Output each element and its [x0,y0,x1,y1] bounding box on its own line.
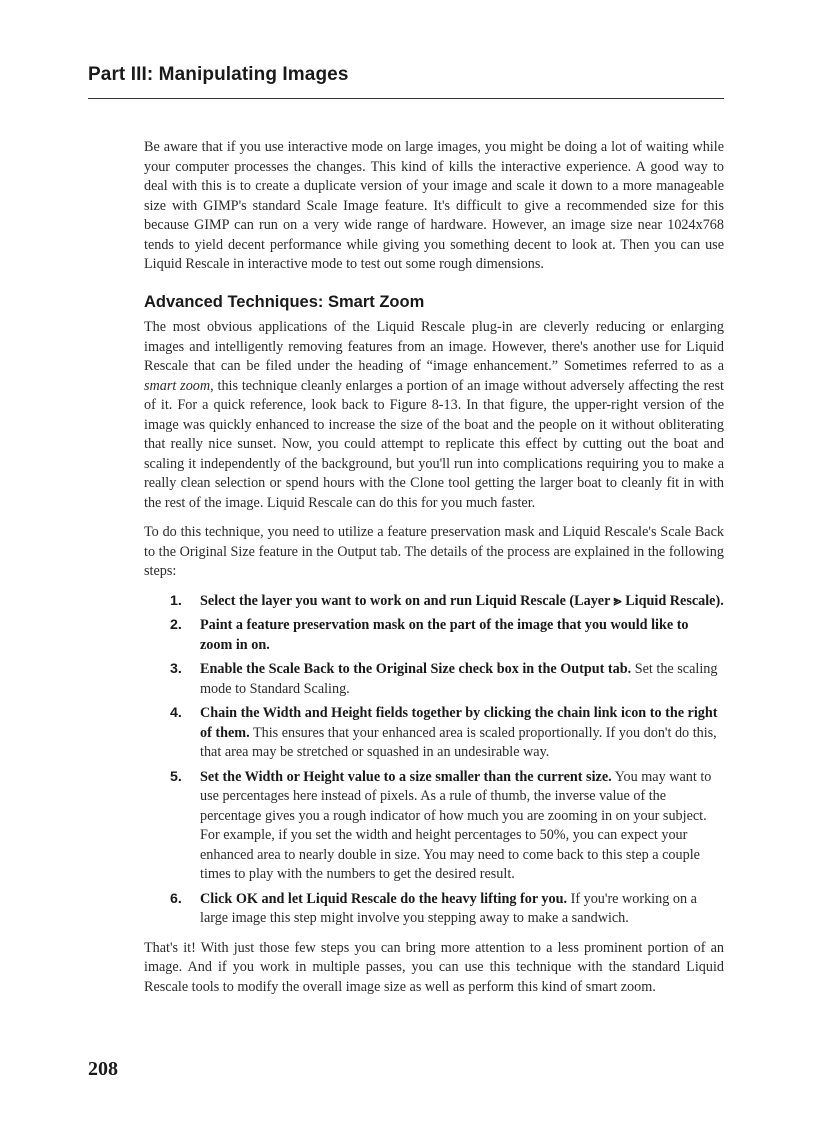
step-number: 2. [170,617,182,633]
step-body: Set the scaling mode to Standard Scaling. [200,661,718,697]
list-item [144,704,724,763]
list-item [144,592,724,612]
section-heading: Advanced Techniques: Smart Zoom [144,292,425,311]
list-item [144,890,724,929]
page-number: 208 [88,1058,118,1080]
step-number: 5. [170,768,182,785]
step-instruction: Enable the Scale Back to the Original Size check box in the Output tab. [200,661,632,677]
paragraph-text: The most obvious applications of the Liquid Rescale plug-in are cleverly reducing or enlarging images and intelligently removing features from an image. However, there's another use for Liquid Rescale that can be filed under the heading of “image enhancement.” Sometimes referred to as a [144,319,724,374]
section-paragraph-2: To do this technique, you need to utilize a feature preservation mask and Liquid Rescale's Scale Back to the Original Size feature in the Output tab. The details of the process are explained in the following steps: [144,524,724,579]
step-number: 4. [170,705,182,721]
step-body: You may want to use percentages here instead of pixels. As a rule of thumb, the inverse value of the percentage gives you a rough indicator of how much you are zooming in on your subject. For example, if you set the width and height percentages to 50%, you can expect your enhanced area to nearly double in size. You may need to come back to this step a couple times to play with the numbers to get the desired result. [200,768,712,882]
step-body: This ensures that your enhanced area is scaled proportionally. If you don't do this, that area may be stretched or squashed in an undesirable way. [200,724,717,760]
list-item [144,660,724,699]
steps-list [144,592,724,929]
step-instruction: Click OK and let Liquid Rescale do the heavy lifting for you. [200,890,568,907]
list-item [144,768,724,885]
step-instruction: Select the layer you want to work on and run Liquid Rescale (Layer ⪢ Liquid Rescale). [200,592,724,609]
step-number: 6. [170,890,182,907]
list-item [144,616,724,655]
page-body [144,138,724,997]
header-rule [88,98,724,99]
step-body: If you're working on a large image this step might involve you stepping away to make a sandwich. [200,890,697,926]
intro-paragraph: Be aware that if you use interactive mode on large images, you might be doing a lot of waiting while your computer processes the changes. This kind of kills the interactive experience. A good way to deal with this is to create a duplicate version of your image and scale it down to a more manageable size with GIMP's standard Scale Image feature. It's difficult to give a recommended size for this because GIMP can run on a very wide range of hardware. However, an image size near 1024x768 tends to yield decent performance while giving you something decent to look at. Then you can use Liquid Rescale in interactive mode to test out some rough dimensions. [144,139,724,272]
step-number: 1. [170,592,182,609]
running-head: Part III: Manipulating Images [88,64,349,85]
step-instruction: Set the Width or Height value to a size smaller than the current size. [200,768,612,785]
step-instruction: Chain the Width and Height fields together by clicking the chain link icon to the right of them. [200,705,718,741]
step-number: 3. [170,661,182,677]
paragraph-text: , this technique cleanly enlarges a portion of an image without adversely affecting the rest of it. For a quick reference, look back to Figure 8-13. In that figure, the upper-right version of the image was quickly enhanced to increase the size of the boat and the people on it without obliterating that really nice sunset. Now, you could attempt to replicate this effect by cutting out the boat and scaling it independently of the background, but you'll run into complications requiring you to make a really clean selection or spend hours with the Clone tool getting the larger boat to cleanly fit in with the rest of the image. Liquid Rescale can do this for you much faster. [144,377,724,511]
section-paragraph-1 [144,318,724,513]
emphasized-term: smart zoom [144,377,211,394]
closing-paragraph: That's it! With just those few steps you can bring more attention to a less prominent portion of an image. And if you work in multiple passes, you can use this technique with the standard Liquid Rescale tools to modify the overall image size as well as perform this kind of smart zoom. [144,939,724,995]
step-instruction: Paint a feature preservation mask on the part of the image that you would like to zoom in on. [200,617,689,653]
